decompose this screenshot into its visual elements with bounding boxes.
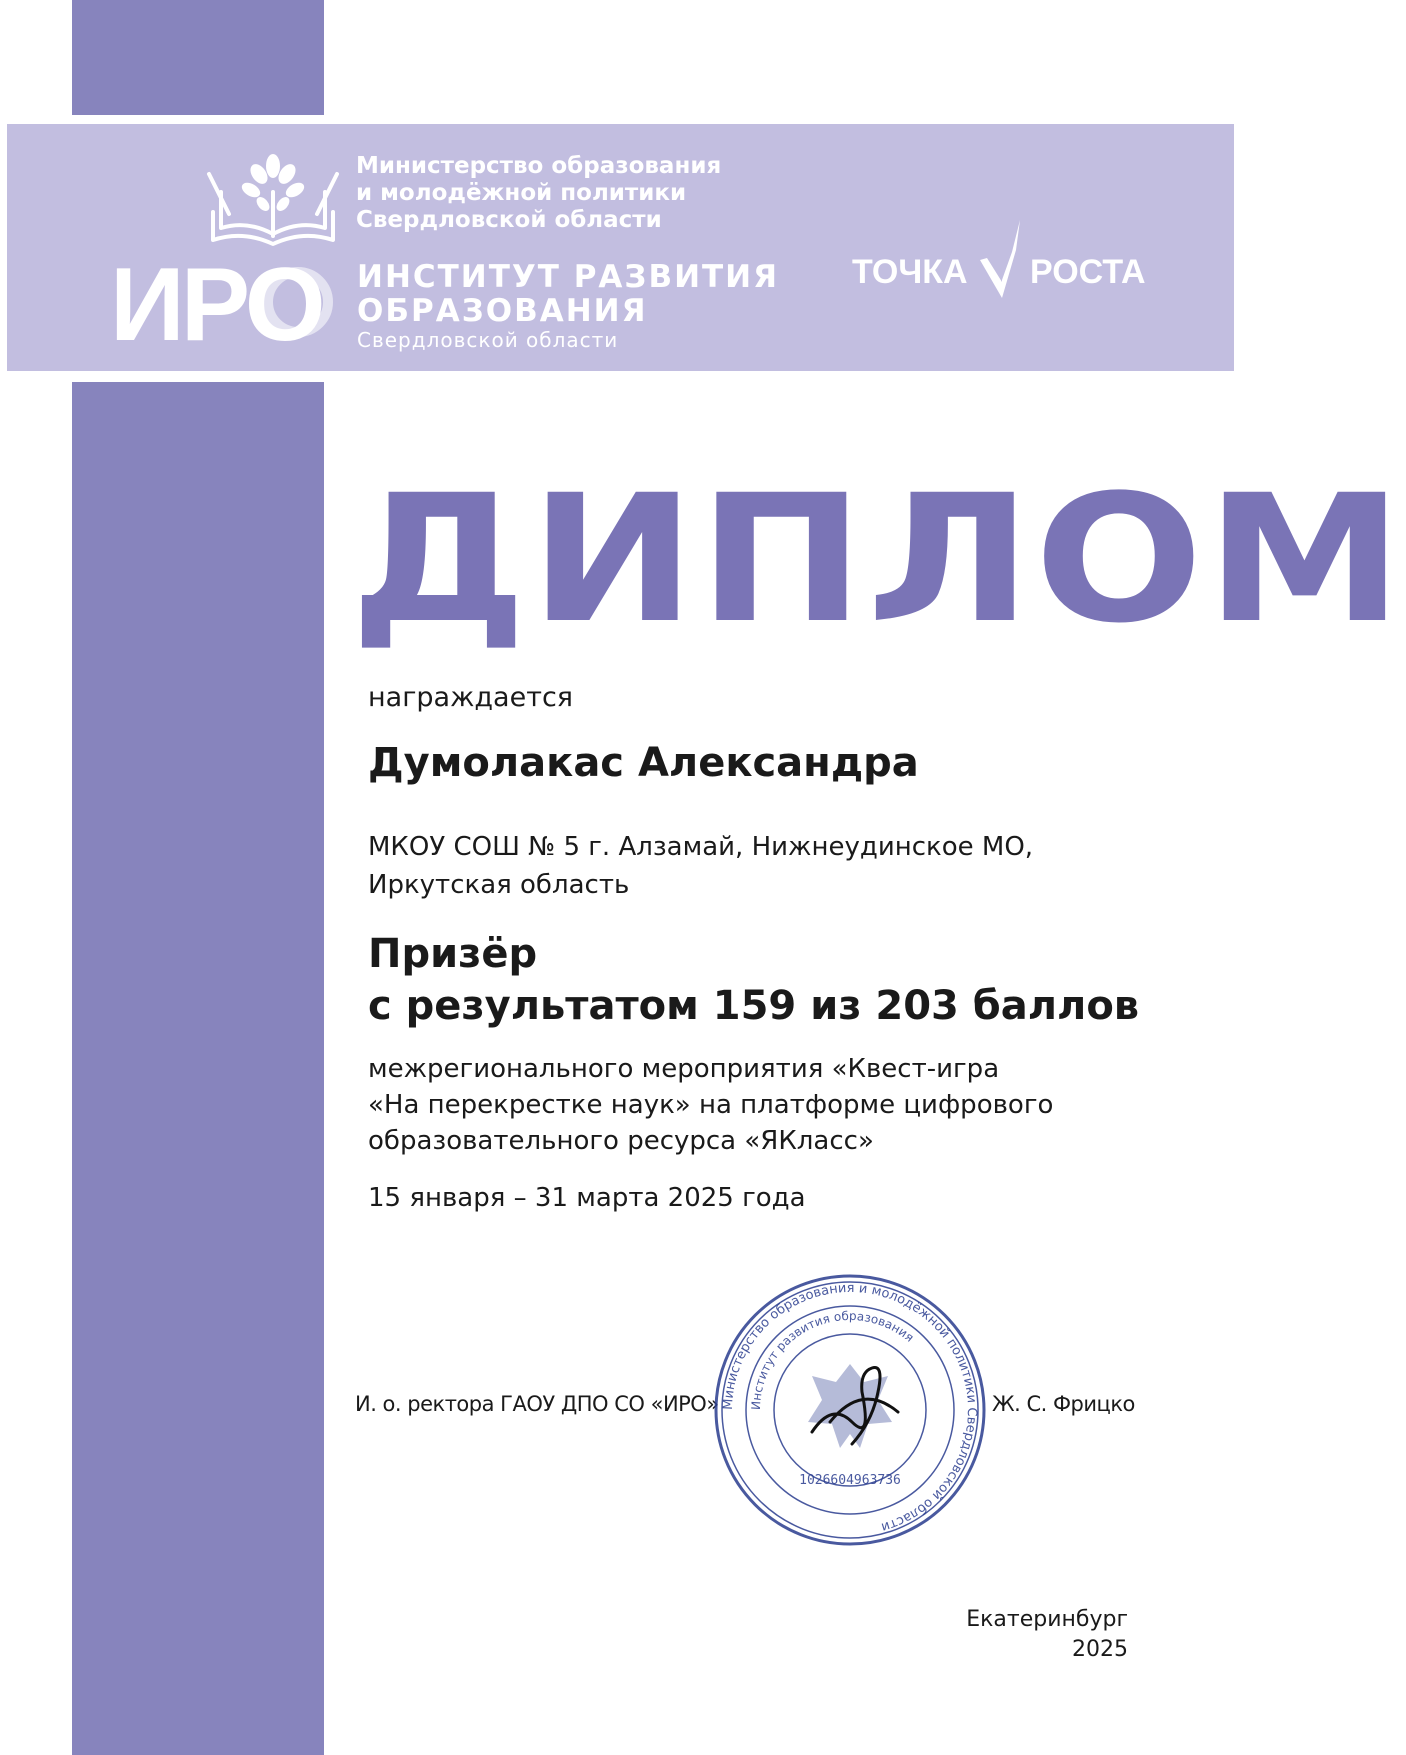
city-name: Екатеринбург [966,1607,1128,1632]
prize-line: с результатом 159 из 203 баллов [368,983,1140,1029]
signatory-name: Ж. С. Фрицко [992,1392,1135,1416]
decorative-band-top [72,0,324,115]
event-line: «На перекрестке наук» на платформе цифрового [368,1090,1054,1120]
prize-line: Призёр [368,931,538,977]
stamp-number: 1026604963736 [799,1473,901,1488]
school-line: МКОУ СОШ № 5 г. Алзамай, Нижнеудинское МО, [368,832,1034,862]
event-description [368,1051,1053,1159]
year: 2025 [1072,1637,1128,1662]
ministry-line: Министерство образования [356,153,722,179]
ministry-name [356,153,721,234]
school-info [368,828,1033,904]
signatory-role: И. о. ректора ГАОУ ДПО СО «ИРО» [355,1392,719,1416]
book-tree-logo-icon [203,152,343,248]
iro-name [357,260,779,328]
event-dates: 15 января – 31 марта 2025 года [368,1183,806,1213]
ministry-line: Свердловской области [356,207,662,233]
decorative-band-left [72,382,324,1755]
diploma-title: ДИПЛОМ [350,457,1406,662]
iro-name-line: ИНСТИТУТ РАЗВИТИЯ [357,259,779,295]
iro-region: Свердловской области [357,328,619,352]
header-banner [7,124,1234,371]
prize-info [368,928,1139,1032]
iro-logo-text: ИРО [110,247,322,363]
rosta-word: РОСТА [1030,253,1146,291]
iro-logo-icon [110,247,338,363]
iro-name-line: ОБРАЗОВАНИЯ [357,293,648,329]
official-stamp-icon [712,1272,988,1548]
stamp-inner-text: Институт развития образования [748,1308,917,1411]
recipient-name: Думолакас Александра [368,740,919,786]
school-line: Иркутская область [368,870,630,900]
place-and-year [880,1605,1128,1665]
awarded-label: награждается [368,682,574,713]
event-line: межрегионального мероприятия «Квест-игра [368,1054,1000,1084]
ministry-line: и молодёжной политики [356,180,687,206]
tochka-word: ТОЧКА [852,253,968,291]
tochka-rosta-logo-icon [852,220,1152,320]
event-line: образовательного ресурса «ЯКласс» [368,1126,874,1156]
stamp-outer-text: Министерство образования и молодёжной политики Свердловской области [720,1280,980,1535]
